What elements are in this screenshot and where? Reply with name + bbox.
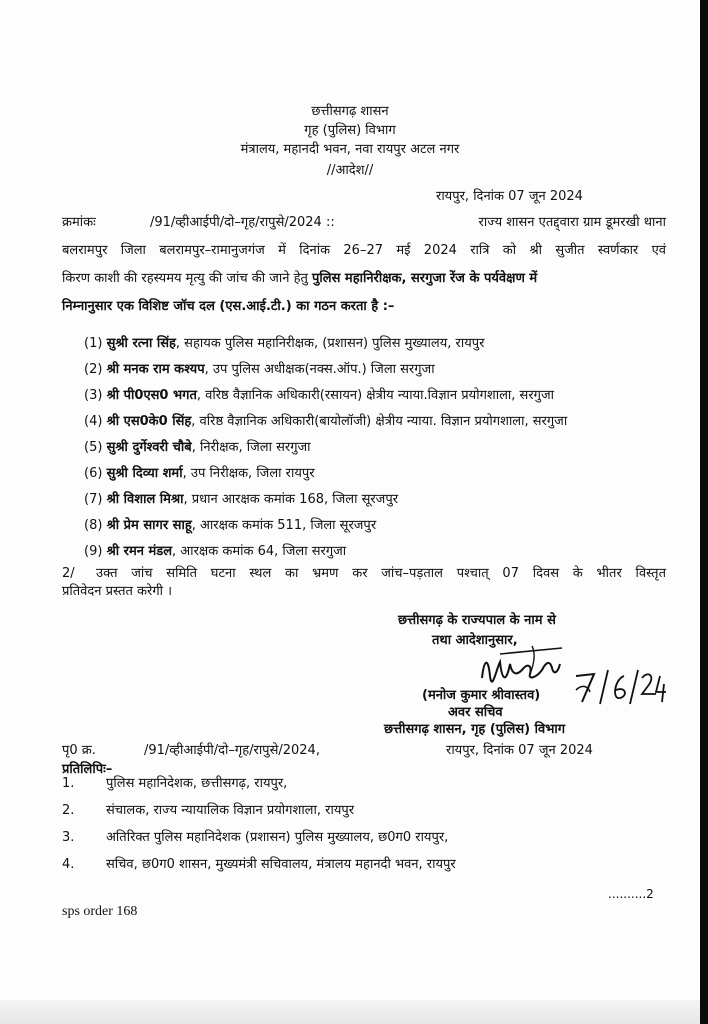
scan-edge (700, 0, 708, 1024)
page-continuation: ..........2 (608, 887, 654, 901)
copy-number: 4. (62, 857, 75, 872)
member-item: (3) श्री पी0एस0 भगत, वरिष्ठ वैज्ञानिक अधिकारी(रसायन) क्षेत्रीय न्याया.विज्ञान प्रयोगशाला, सरगुजा (84, 388, 554, 403)
copy-number: 2. (62, 803, 75, 818)
member-item: (6) सुश्री दिव्या शर्मा, उप निरीक्षक, जिला रायपुर (84, 466, 315, 481)
copy-number: 3. (62, 830, 75, 845)
order-title: //आदेश// (326, 163, 374, 178)
department-name: गृह (पुलिस) विभाग (304, 123, 396, 138)
signatory-name: (मनोज कुमार श्रीवास्तव) (422, 688, 541, 703)
page-bottom-shadow (0, 1000, 700, 1024)
copy-recipient: संचालक, राज्य न्यायालिक विज्ञान प्रयोगशाला, रायपुर (106, 803, 355, 818)
order-text-line4: निम्नानुसार एक विशिष्ट जॉच दल (एस.आई.टी.) का गठन करता है :– (62, 299, 395, 314)
para2-line1: उक्त जांच समिति घटना स्थल का भ्रमण कर जांच–पड़ताल पश्चात् 07 दिवस के भीतर विस्तृत (96, 566, 666, 581)
copy-recipient: पुलिस महानिदेशक, छत्तीसगढ़, रायपुर, (106, 776, 288, 791)
copy-recipient: सचिव, छ0ग0 शासन, मुख्यमंत्री सचिवालय, मंत्रालय महानदी भवन, रायपुर (106, 857, 456, 872)
signature-authority-line2: तथा आदेशानुसार, (432, 633, 518, 648)
order-label: क्रमांकः (62, 215, 96, 230)
copy-to-label: प्रतिलिपिः– (62, 762, 113, 777)
signatory-designation: अवर सचिव (448, 705, 503, 720)
date-line: रायपुर, दिनांक 07 जून 2024 (436, 189, 583, 204)
para2-number: 2/ (62, 566, 75, 581)
member-item: (4) श्री एस0के0 सिंह, वरिष्ठ वैज्ञानिक अधिकारी(बायोलॉजी) क्षेत्रीय न्याया. विज्ञान प्रयोगशाला, सरगुजा (84, 414, 568, 429)
handwritten-date (572, 664, 668, 708)
copy-recipient: अतिरिक्त पुलिस महानिदेशक (प्रशासन) पुलिस मुख्यालय, छ0ग0 रायपुर, (106, 830, 449, 845)
order-text-line3-normal: किरण काशी की रहस्यमय मृत्यु की जांच की जाने हेतु (62, 271, 308, 286)
endorsement-label: पृ0 क्र. (62, 743, 96, 758)
member-item: (9) श्री रमन मंडल, आरक्षक कमांक 64, जिला सरगुजा (84, 544, 347, 559)
endorsement-date: रायपुर, दिनांक 07 जून 2024 (446, 743, 593, 758)
order-text-line1: राज्य शासन एतद्द्वारा ग्राम डूमरखी थाना (478, 215, 666, 230)
order-text-line3-bold: पुलिस महानिरीक्षक, सरगुजा रेंज के पर्यवेक्षण में (312, 271, 538, 286)
member-item: (2) श्री मनक राम कश्यप, उप पुलिस अधीक्षक(नक्स.ऑप.) जिला सरगुजा (84, 362, 435, 377)
member-item: (8) श्री प्रेम सागर साहू, आरक्षक कमांक 511, जिला सूरजपुर (84, 518, 377, 533)
para2-line2: प्रतिवेदन प्रस्तत करेगी । (62, 584, 173, 599)
order-number: /91/व्हीआईपी/दो–गृह/रापुसे/2024 :: (150, 215, 335, 230)
signatory-department: छत्तीसगढ़ शासन, गृह (पुलिस) विभाग (384, 722, 566, 737)
gov-name: छत्तीसगढ़ शासन (311, 104, 389, 119)
order-text-line2: बलरामपुर जिला बलरामपुर–रामानुजगंज में दिनांक 26–27 मई 2024 रात्रि को श्री सुजीत स्वर्णकार एवं (62, 243, 666, 258)
address-line: मंत्रालय, महानदी भवन, नवा रायपुर अटल नगर (240, 142, 460, 157)
order-text-line3 (62, 271, 666, 287)
footer-reference: sps order 168 (62, 904, 138, 919)
copy-number: 1. (62, 776, 75, 791)
signature-authority-line1: छत्तीसगढ़ के राज्यपाल के नाम से (398, 613, 556, 628)
member-item: (7) श्री विशाल मिश्रा, प्रधान आरक्षक कमांक 168, जिला सूरजपुर (84, 492, 399, 507)
endorsement-number: /91/व्हीआईपी/दो–गृह/रापुसे/2024, (144, 743, 320, 758)
member-item: (1) सुश्री रत्ना सिंह, सहायक पुलिस महानिरीक्षक, (प्रशासन) पुलिस मुख्यालय, रायपुर (84, 336, 485, 351)
member-item: (5) सुश्री दुर्गेश्वरी चौबे, निरीक्षक, जिला सरगुजा (84, 440, 311, 455)
